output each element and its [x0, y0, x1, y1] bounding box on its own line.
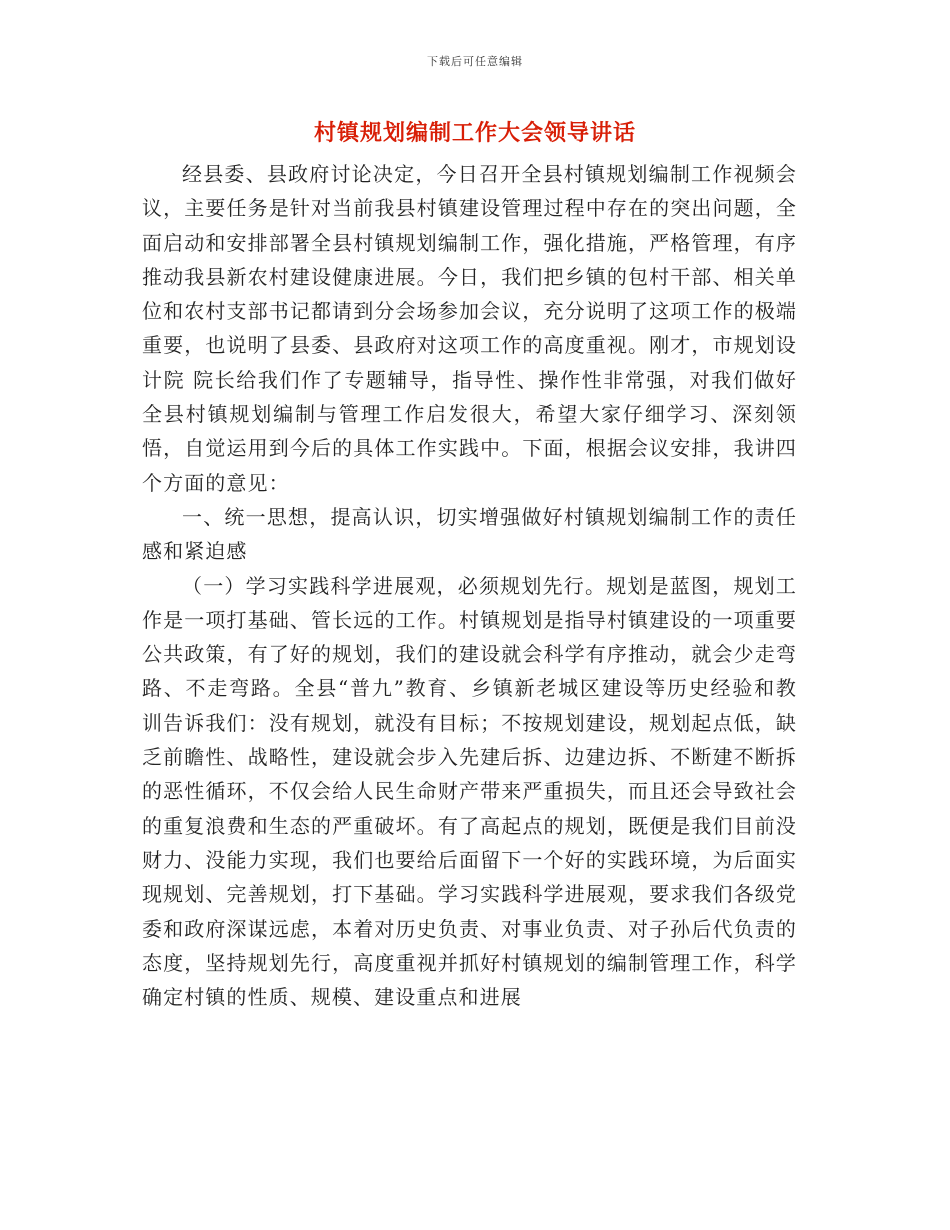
document-title: 村镇规划编制工作大会领导讲话 [313, 120, 636, 146]
page-header-note: 下载后可任意编辑 [427, 55, 523, 68]
paragraph-intro: 经县委、县政府讨论决定，今日召开全县村镇规划编制工作视频会议，主要任务是针对当前我县村镇建设管理过程中存在的突出问题，全面启动和安排部署全县村镇规划编制工作，强化措施，严格管理，有序推动我县新农村建设健康进展。今日，我们把乡镇的包村干部、相关单位和农村支部书记都请到分会场参加会议，充分说明了这项工作的极端重要，也说明了县委、县政府对这项工作的高度重视。刚才，市规划设计院 院长给我们作了专题辅导，指导性、操作性非常强，对我们做好全县村镇规划编制与管理工作启发很大，希望大家仔细学习、深刻领悟，自觉运用到今后的具体工作实践中。下面，根据会议安排，我讲四个方面的意见： [142, 162, 797, 495]
paragraph-subsection-one: （一）学习实践科学进展观，必须规划先行。规划是蓝图，规划工作是一项打基础、管长远的工作。村镇规划是指导村镇建设的一项重要公共政策，有了好的规划，我们的建设就会科学有序推动，就会少走弯路、不走弯路。全县“普九”教育、乡镇新老城区建设等历史经验和教训告诉我们：没有规划，就没有目标；不按规划建设，规划起点低，缺乏前瞻性、战略性，建设就会步入先建后拆、边建边拆、不断建不断拆的恶性循环，不仅会给人民生命财产带来严重损失，而且还会导致社会的重复浪费和生态的严重破坏。有了高起点的规划，既便是我们目前没财力、没能力实现，我们也要给后面留下一个好的实践环境，为后面实现规划、完善规划，打下基础。学习实践科学进展观，要求我们各级党委和政府深谋远虑，本着对历史负责、对事业负责、对子孙后代负责的态度，坚持规划先行，高度重视并抓好村镇规划的编制管理工作，科学确定村镇的性质、规模、建设重点和进展 [142, 573, 797, 1010]
document-body [142, 157, 797, 1014]
paragraph-section-heading: 一、统一思想，提高认识，切实增强做好村镇规划编制工作的责任感和紧迫感 [142, 504, 797, 564]
